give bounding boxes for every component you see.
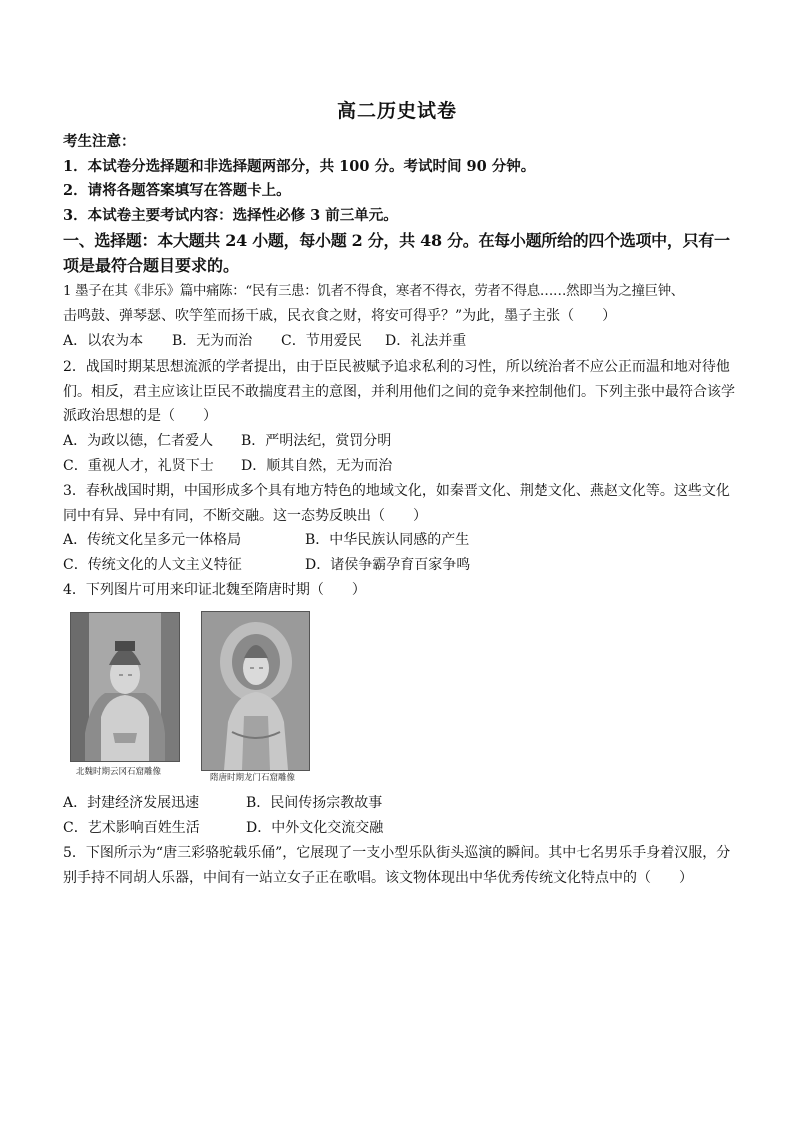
question-4-option-b: B．民间传扬宗教故事: [246, 795, 383, 811]
question-2-option-d: D．顺其自然，无为而治: [241, 458, 393, 474]
question-1-text: 1 墨子在其《非乐》篇中痛陈：“民有三患：饥者不得食，寒者不得衣，劳者不得息……然即当为之撞巨钟、: [63, 284, 684, 299]
question-2-option-b: B．严明法纪，赏罚分明: [241, 433, 392, 449]
question-1-option-a: A．以农为本: [63, 333, 144, 349]
notice-item: 2．请将各题答案填写在答题卡上。: [63, 182, 291, 199]
question-1-option-d: D．礼法并重: [385, 333, 467, 349]
question-4-option-d: D．中外文化交流交融: [246, 820, 384, 836]
question-5-text: 别手持不同胡人乐器，中间有一站立女子正在歌唱。该文物体现出中华优秀传统文化特点中的（ ）: [63, 870, 693, 886]
section-heading-cont: 项是最符合题目要求的。: [63, 256, 240, 275]
question-2-text: 2．战国时期某思想流派的学者提出，由于臣民被赋予追求私利的习性，所以统治者不应公正而温和地对待他: [63, 359, 730, 375]
notice-item: 1．本试卷分选择题和非选择题两部分，共 100 分。考试时间 90 分钟。: [63, 158, 536, 175]
notice-item: 3．本试卷主要考试内容：选择性必修 3 前三单元。: [63, 207, 398, 224]
question-2-text: 们。相反，君主应该让臣民不敢揣度君主的意图，并利用他们之间的竞争来控制他们。下列主张中最符合该学: [63, 384, 735, 400]
question-3-option-c: C．传统文化的人文主义特征: [63, 557, 242, 573]
question-3-option-d: D．诸侯争霸孕育百家争鸣: [305, 557, 471, 573]
question-3-option-b: B．中华民族认同感的产生: [305, 532, 470, 548]
question-1-option-b: B．无为而治: [172, 333, 253, 349]
section-heading: 一、选择题：本大题共 24 小题，每小题 2 分，共 48 分。在每小题所给的四个选项中，只有一: [63, 231, 730, 250]
question-1-text: 击鸣鼓、弹琴瑟、吹竽笙而扬干戚，民衣食之财，将安可得乎？”为此，墨子主张（ ）: [63, 308, 617, 324]
buddha-statue-image: [70, 612, 180, 762]
question-2-text: 派政治思想的是（ ）: [63, 408, 217, 424]
bodhisattva-statue-image: [201, 611, 310, 771]
question-2-option-a: A．为政以德，仁者爱人: [63, 433, 214, 449]
question-3-option-a: A．传统文化呈多元一体格局: [63, 532, 242, 548]
question-3-text: 3．春秋战国时期，中国形成多个具有地方特色的地域文化，如秦晋文化、荆楚文化、燕赵文化等。这些文化: [63, 483, 730, 499]
question-5-text: 5．下图所示为“唐三彩骆驼载乐俑”，它展现了一支小型乐队街头巡演的瞬间。其中七名男乐手身着汉服，分: [63, 845, 731, 861]
question-4-text: 4．下列图片可用来印证北魏至隋唐时期（ ）: [63, 582, 366, 598]
page-title: 高二历史试卷: [336, 100, 457, 122]
question-3-text: 同中有异、异中有同，不断交融。这一态势反映出（ ）: [63, 508, 427, 524]
question-4-option-a: A．封建经济发展迅速: [63, 795, 200, 811]
image-caption: 北魏时期云冈石窟雕像: [76, 767, 162, 777]
notice-heading: 考生注意：: [63, 133, 136, 150]
question-1-option-c: C．节用爱民: [281, 333, 362, 349]
image-caption: 隋唐时期龙门石窟雕像: [210, 773, 296, 783]
question-2-option-c: C．重视人才，礼贤下士: [63, 458, 214, 474]
question-4-option-c: C．艺术影响百姓生活: [63, 820, 200, 836]
